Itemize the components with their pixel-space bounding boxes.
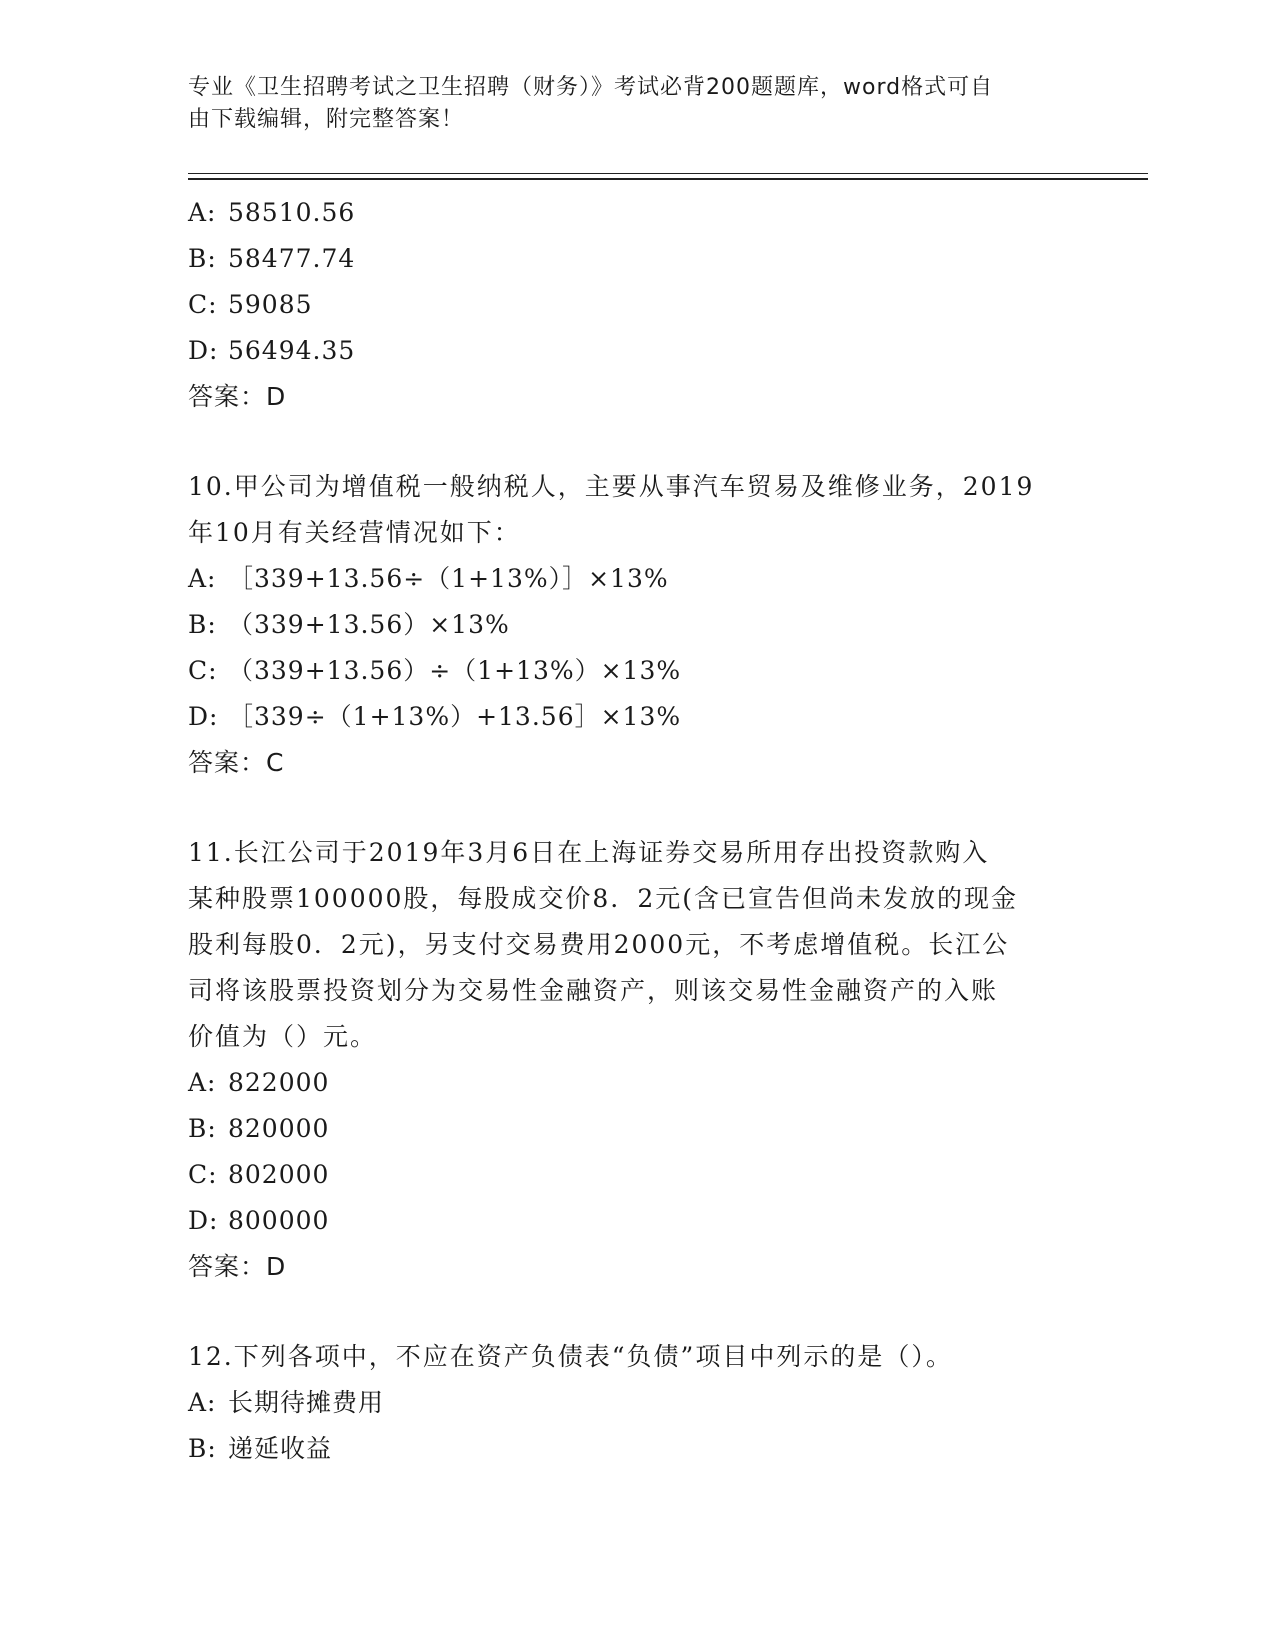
option-text: 58477.74 [228,244,356,273]
option-a [188,1060,1088,1106]
option-label: A: [188,198,217,227]
question-text-line: 某种股票100000股，每股成交价8．2元(含已宣告但尚未发放的现金 [188,884,1019,913]
header-divider-thin [188,173,1148,174]
option-a [188,190,1088,236]
option-label: A: [188,1388,217,1417]
question-9-options [188,190,1088,420]
question-12 [188,1334,1088,1472]
option-label: B: [188,1434,217,1463]
spacer [188,786,1088,830]
option-b [188,602,1088,648]
option-label: C: [188,656,218,685]
option-text: ［339+13.56÷（1+13%）］×13% [228,564,669,593]
option-label: D: [188,1206,219,1235]
answer-line: 答案：C [188,748,285,777]
option-c [188,1152,1088,1198]
option-b [188,236,1088,282]
option-label: B: [188,1114,217,1143]
option-b [188,1426,1088,1472]
option-label: C: [188,290,218,319]
option-text: ［339÷（1+13%）+13.56］×13% [228,702,682,731]
option-label: B: [188,244,217,273]
question-text-line: 年10月有关经营情况如下： [188,518,521,547]
option-label: A: [188,1068,217,1097]
question-text-line: 12.下列各项中，不应在资产负债表“负债”项目中列示的是（）。 [188,1342,953,1371]
option-a [188,1380,1088,1426]
option-label: A: [188,564,217,593]
question-text-line: 价值为（）元。 [188,1022,378,1051]
option-label: D: [188,702,219,731]
option-text: 802000 [228,1160,330,1189]
question-list [188,190,1088,1472]
spacer [188,420,1088,464]
option-label: D: [188,336,219,365]
header-title-line-2: 由下载编辑，附完整答案！ [188,107,465,132]
option-text: （339+13.56）×13% [228,610,510,639]
spacer [188,1290,1088,1334]
option-d [188,694,1088,740]
question-10 [188,464,1088,786]
option-c [188,648,1088,694]
question-text-line: 11.长江公司于2019年3月6日在上海证券交易所用存出投资款购入 [188,838,990,867]
header-divider-thick [188,178,1148,180]
option-label: B: [188,610,217,639]
document-header [188,72,1068,136]
option-d [188,1198,1088,1244]
option-text: 822000 [228,1068,330,1097]
option-text: （339+13.56）÷（1+13%）×13% [228,656,682,685]
option-text: 长期待摊费用 [228,1388,385,1417]
option-text: 800000 [228,1206,330,1235]
option-a [188,556,1088,602]
option-text: 58510.56 [228,198,356,227]
option-text: 59085 [228,290,313,319]
option-text: 递延收益 [228,1434,333,1463]
option-b [188,1106,1088,1152]
option-text: 56494.35 [228,336,356,365]
header-title-line-1: 专业《卫生招聘考试之卫生招聘（财务）》考试必背200题题库，word格式可自 [188,75,994,100]
answer-line: 答案：D [188,382,287,411]
option-c [188,282,1088,328]
option-label: C: [188,1160,218,1189]
option-d [188,328,1088,374]
option-text: 820000 [228,1114,330,1143]
question-text-line: 股利每股0．2元)，另支付交易费用2000元，不考虑增值税。长江公 [188,930,1010,959]
question-text-line: 司将该股票投资划分为交易性金融资产，则该交易性金融资产的入账 [188,976,999,1005]
answer-line: 答案：D [188,1252,287,1281]
question-text-line: 10.甲公司为增值税一般纳税人，主要从事汽车贸易及维修业务，2019 [188,472,1035,501]
question-11 [188,830,1088,1290]
